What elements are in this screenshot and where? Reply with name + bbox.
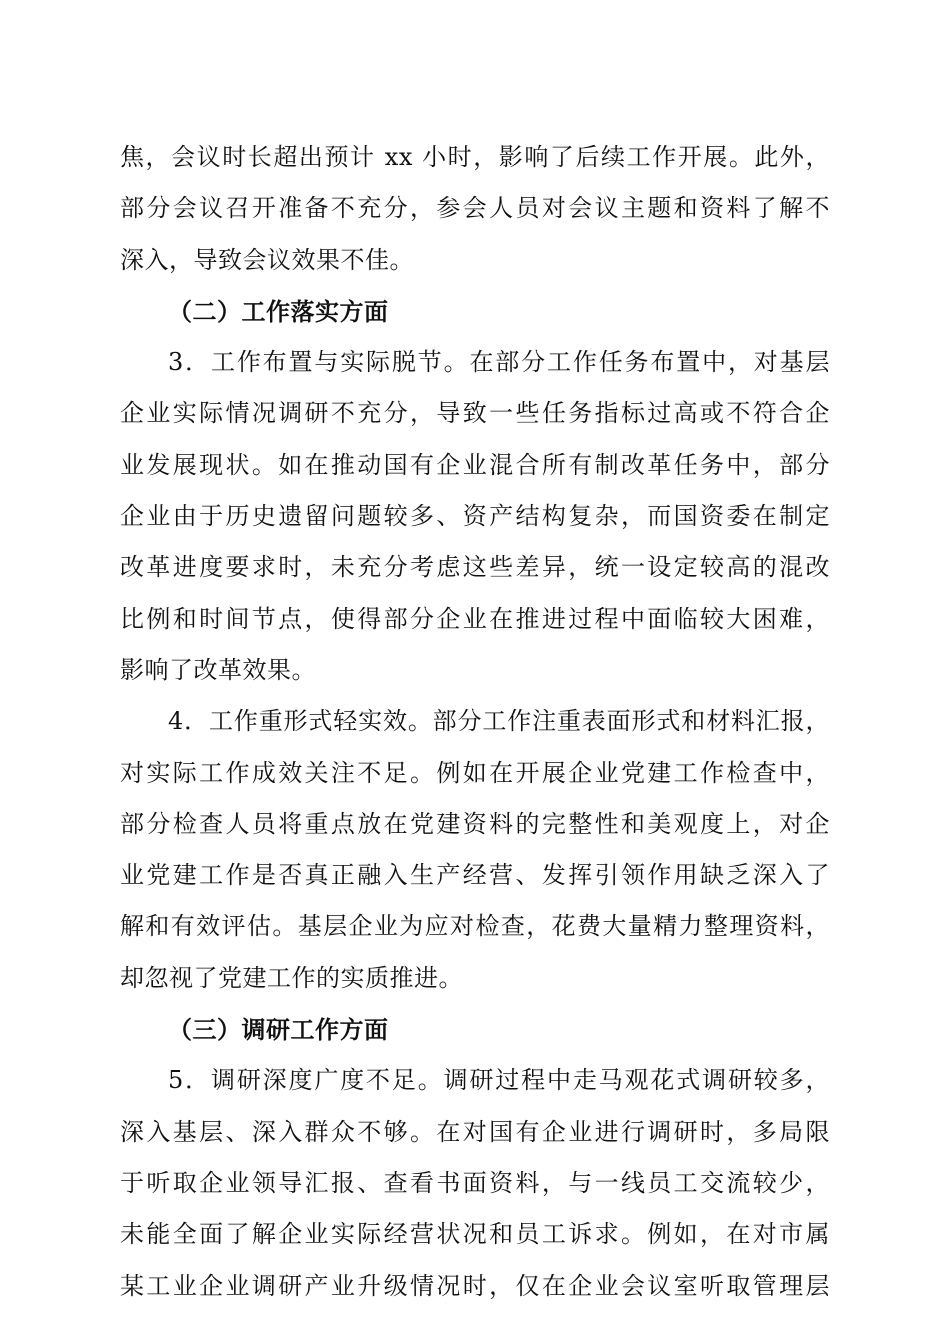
body-text-line: 业党建工作是否真正融入生产经营、发挥引领作用缺乏深入了 (120, 861, 830, 890)
section-heading: （三）调研工作方面 (168, 1015, 389, 1045)
paragraph-first-line: 4．工作重形式轻实效。部分工作注重表面形式和材料汇报， (168, 707, 830, 736)
body-text-line: 未能全面了解企业实际经营状况和员工诉求。例如，在对市属 (120, 1220, 830, 1249)
section-heading: （二）工作落实方面 (168, 296, 389, 326)
body-text-line: 深入，导致会议效果不佳。 (120, 245, 414, 274)
body-text-line: 对实际工作成效关注不足。例如在开展企业党建工作检查中， (120, 758, 830, 787)
body-text-line: 业发展现状。如在推动国有企业混合所有制改革任务中，部分 (120, 450, 830, 479)
paragraph-first-line: 3．工作布置与实际脱节。在部分工作任务布置中，对基层 (168, 348, 830, 377)
document-page (120, 132, 830, 1312)
body-text-line: 某工业企业调研产业升级情况时，仅在企业会议室听取管理层 (120, 1271, 830, 1300)
body-text-line: 部分会议召开准备不充分，参会人员对会议主题和资料了解不 (120, 194, 830, 223)
body-text-line: 深入基层、深入群众不够。在对国有企业进行调研时，多局限 (120, 1117, 830, 1146)
body-text-line: 企业实际情况调研不充分，导致一些任务指标过高或不符合企 (120, 399, 830, 428)
body-text-line: 改革进度要求时，未充分考虑这些差异，统一设定较高的混改 (120, 553, 830, 582)
body-text-line: 比例和时间节点，使得部分企业在推进过程中面临较大困难， (120, 604, 830, 633)
body-text-line: 企业由于历史遗留问题较多、资产结构复杂，而国资委在制定 (120, 502, 830, 531)
body-text-line: 影响了改革效果。 (120, 655, 316, 684)
paragraph-first-line: 5．调研深度广度不足。调研过程中走马观花式调研较多， (168, 1066, 830, 1095)
body-text-line: 于听取企业领导汇报、查看书面资料，与一线员工交流较少， (120, 1168, 830, 1197)
body-text-line: 部分检查人员将重点放在党建资料的完整性和美观度上，对企 (120, 809, 830, 838)
body-text-line: 解和有效评估。基层企业为应对检查，花费大量精力整理资料， (120, 912, 830, 941)
body-text-line: 焦，会议时长超出预计 xx 小时，影响了后续工作开展。此外， (120, 143, 830, 171)
body-text-line: 却忽视了党建工作的实质推进。 (120, 963, 463, 992)
